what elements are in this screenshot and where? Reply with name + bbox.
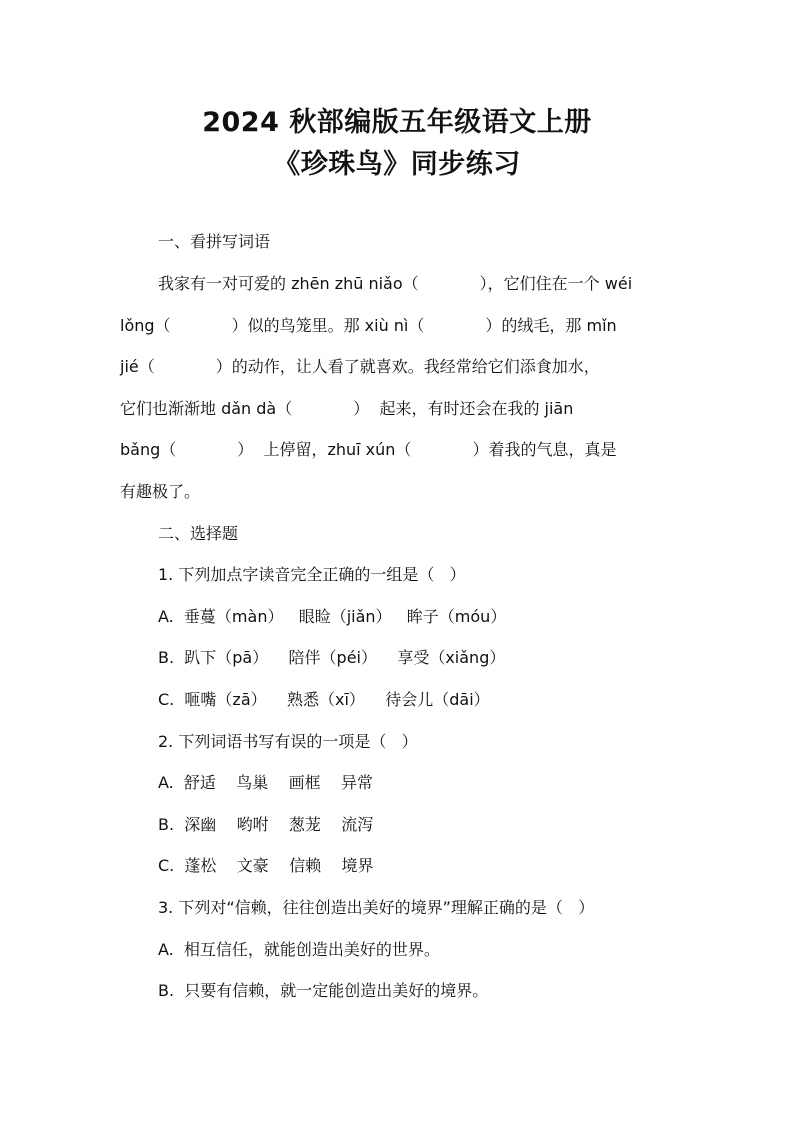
question-3-option-b: B. 只要有信赖，就一定能创造出美好的境界。	[158, 981, 489, 1000]
question-2-option-a: A. 舒适 鸟巢 画框 异常	[158, 773, 373, 792]
question-1-option-b: B. 趴下（pā） 陪伴（péi） 享受（xiǎng）	[158, 648, 506, 667]
question-3-option-a: A. 相互信任，就能创造出美好的世界。	[158, 940, 440, 959]
question-2-option-b: B. 深幽 哟咐 葱茏 流泻	[158, 815, 374, 834]
pinyin-paragraph-line: 它们也渐渐地 dǎn dà（ ） 起来，有时还会在我的 jiān	[120, 399, 574, 418]
question-1-option-a: A. 垂蔓（màn） 眼睑（jiǎn） 眸子（móu）	[158, 607, 507, 626]
title-line-2: 《珍珠鸟》同步练习	[273, 149, 521, 180]
question-2: 2. 下列词语书写有误的一项是（ ）	[158, 732, 418, 751]
section-1-heading: 一、看拼写词语	[158, 232, 271, 251]
question-1: 1. 下列加点字读音完全正确的一组是（ ）	[158, 565, 466, 584]
pinyin-paragraph-line: bǎng（ ） 上停留，zhuī xún（ ）着我的气息，真是	[120, 440, 617, 459]
question-2-option-c: C. 蓬松 文豪 信赖 境界	[158, 856, 374, 875]
question-1-option-c: C. 咂嘴（zā） 熟悉（xī） 待会儿（dāi）	[158, 690, 490, 709]
pinyin-paragraph-line: 有趣极了。	[120, 482, 201, 501]
pinyin-paragraph-line: lǒng（ ）似的鸟笼里。那 xiù nì（ ）的绒毛，那 mǐn	[120, 316, 617, 335]
pinyin-paragraph-line: 我家有一对可爱的 zhēn zhū niǎo（ ），它们住在一个 wéi	[158, 274, 633, 293]
question-3: 3. 下列对“信赖，往往创造出美好的境界”理解正确的是（ ）	[158, 898, 595, 917]
section-2-heading: 二、选择题	[158, 524, 239, 543]
pinyin-paragraph-line: jié（ ）的动作，让人看了就喜欢。我经常给它们添食加水，	[120, 357, 600, 376]
title-line-1: 2024 秋部编版五年级语文上册	[202, 107, 592, 138]
